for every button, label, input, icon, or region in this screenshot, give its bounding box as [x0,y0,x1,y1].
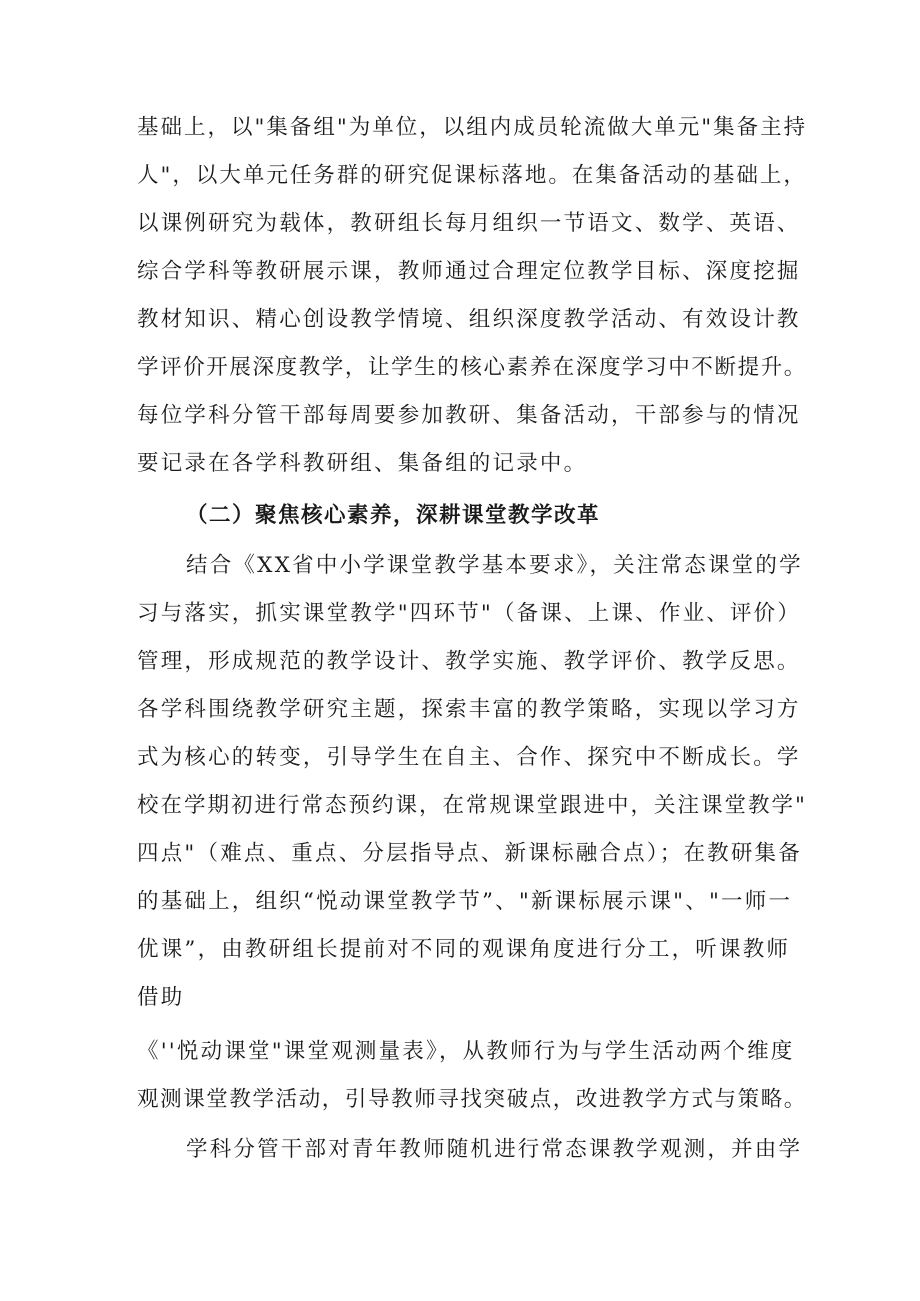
paragraph-line: 校在学期初进行常态预约课，在常规课堂跟进中，关注课堂教学" [137,793,807,818]
paragraph-line: 每位学科分管干部每周要参加教研、集备活动，干部参与的情况 [137,403,801,428]
paragraph-line: 式为核心的转变，引导学生在自主、合作、探究中不断成长。学 [137,745,801,770]
paragraph-line: 以课例研究为载体，教研组长每月组织一节语文、数学、英语、 [137,211,801,236]
paragraph-line: 学评价开展深度教学，让学生的核心素养在深度学习中不断提升。 [137,355,807,380]
paragraph-line: 优课”，由教研组长提前对不同的观课角度进行分工，听课教师 [137,937,791,962]
paragraph-line: 综合学科等教研展示课，教师通过合理定位教学目标、深度挖掘 [137,259,801,284]
paragraph-line: 借助 [137,985,185,1010]
paragraph-line: 要记录在各学科教研组、集备组的记录中。 [137,451,588,476]
paragraph-line: 的基础上，组织“悦动课堂教学节”、"新课标展示课"、"一师一 [137,889,793,914]
paragraph-line: 结合《XX省中小学课堂教学基本要求》，关注常态课堂的学 [186,553,803,578]
section-heading: （二）聚焦核心素养，深耕课堂教学改革 [186,503,601,528]
paragraph-line: 《''悦动课堂"课堂观测量表》，从教师行为与学生活动两个维度 [137,1039,795,1064]
paragraph-line: 学科分管干部对青年教师随机进行常态课教学观测，并由学 [186,1137,803,1162]
paragraph-line: 管理，形成规范的教学设计、教学实施、教学评价、教学反思。 [137,649,801,674]
paragraph-line: 教材知识、精心创设教学情境、组织深度教学活动、有效设计教 [137,307,801,332]
paragraph-line: 各学科围绕教学研究主题，探索丰富的教学策略，实现以学习方 [137,697,801,722]
paragraph-line: 人"，以大单元任务群的研究促课标落地。在集备活动的基础上， [137,163,807,188]
paragraph-line: 习与落实，抓实课堂教学"四环节"（备课、上课、作业、评价） [137,601,802,626]
paragraph-line: 基础上，以"集备组"为单位，以组内成员轮流做大单元"集备主持 [137,115,808,140]
paragraph-line: 四点"（难点、重点、分层指导点、新课标融合点）；在教研集备 [137,841,802,866]
paragraph-line: 观测课堂教学活动，引导教师寻找突破点，改进教学方式与策略。 [137,1087,807,1112]
